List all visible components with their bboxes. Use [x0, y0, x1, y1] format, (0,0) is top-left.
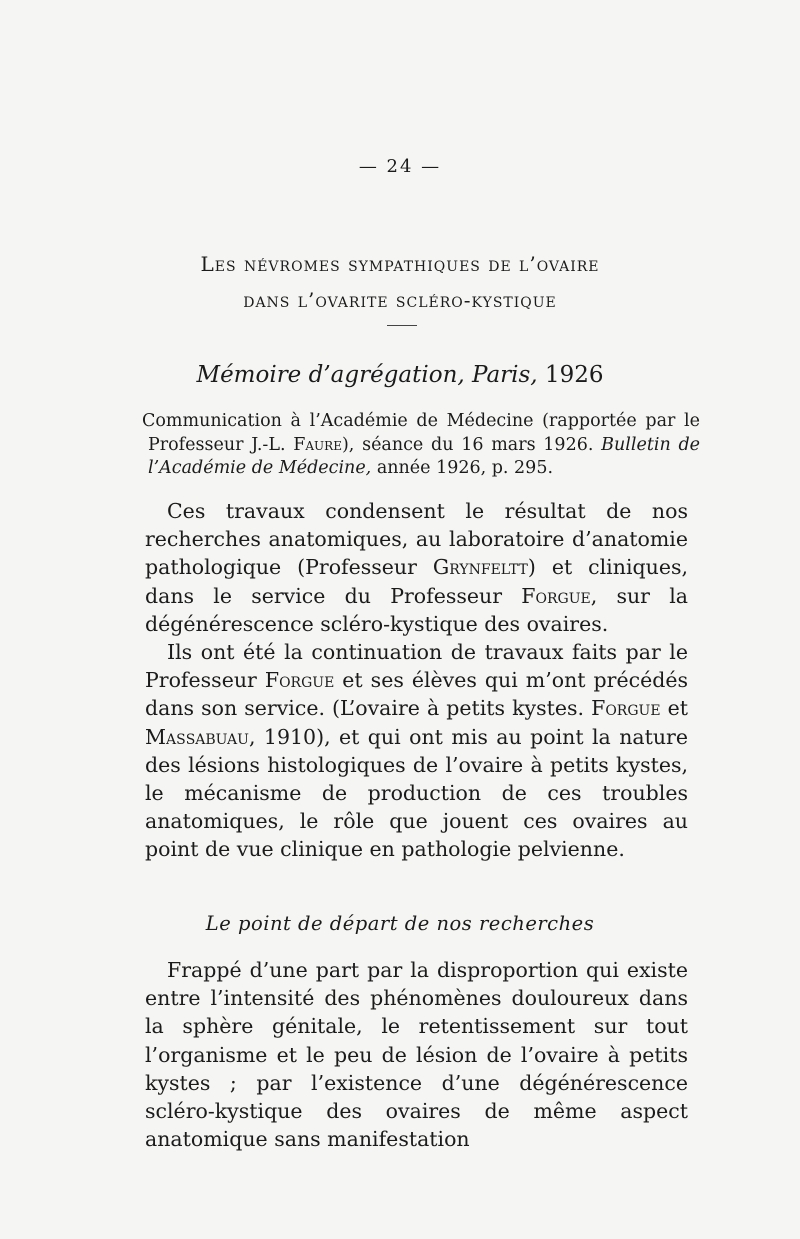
communication-text-1: Communication à l’Académie de Médecine (rapportée par le Professeur — [142, 411, 700, 455]
title-line-2: dans l’ovarite scléro-kystique — [243, 288, 557, 312]
p2-name-massabuau: Massabuau — [145, 724, 249, 749]
communication-note — [142, 410, 701, 481]
body-text-section-2 — [145, 956, 688, 1153]
communication-author: J.-L. Faure — [251, 434, 342, 455]
body-text-section-1 — [145, 497, 688, 864]
p1-name-forgue: Forgue — [521, 583, 591, 608]
memoire-subtitle — [0, 362, 800, 388]
communication-bulletin: Bulletin de l’Académie de Médecine, — [148, 434, 701, 478]
p1-text-2: ) et cliniques, dans le service du Professeur — [145, 555, 688, 608]
paragraph-2 — [145, 638, 688, 864]
section-heading: Le point de départ de nos recherches — [205, 912, 595, 935]
page-number: — 24 — — [358, 156, 442, 177]
p2-text-2: et ses élèves qui m’ont précédés dans son service. (L’ovaire à petits kystes. — [145, 668, 688, 721]
p2-name-forgue-1: Forgue — [264, 668, 335, 693]
p2-text-1: Ils ont été la continuation de travaux faits par le Professeur — [145, 640, 688, 693]
p2-text-3: et — [660, 696, 688, 721]
memoire-text: Mémoire d’agrégation, Paris, — [196, 362, 545, 388]
title-line-1: Les névromes sympathiques de l’ovaire — [200, 252, 600, 276]
p2-name-forgue-2: Forgue — [591, 696, 661, 721]
memoire-year: 1926 — [544, 362, 604, 388]
paragraph-1 — [145, 497, 688, 638]
p1-text-3: , sur la dégénérescence scléro-kystique des ovaires. — [145, 583, 688, 636]
communication-text-3: année 1926, p. 295. — [371, 458, 554, 478]
paragraph-3: Frappé d’une part par la disproportion qui existe entre l’intensité des phénomènes douloureux dans la sphère génitale, le retentissement sur tout l’organisme et le peu de lésion de l’ovaire à petits kystes ; par l’existence d’une dégénérescence scléro-kystique des ovaires de même aspect anatomique sans manifestation — [145, 958, 688, 1152]
p1-text-1: Ces travaux condensent le résultat de nos recherches anatomiques, au laboratoire d’anatomie pathologique (Professeur — [145, 499, 688, 580]
p1-name-grynfeltt: Grynfeltt — [432, 555, 528, 580]
communication-text-2: ), séance du 16 mars 1926. — [341, 434, 602, 455]
title-divider — [387, 325, 417, 326]
p2-text-4: , 1910), et qui ont mis au point la nature des lésions histologiques de l’ovaire à petits kystes, le mécanisme de production de ces troubles anatomiques, le rôle que jouent ces ovaires au point de vue clinique en pathologie pelvienne. — [145, 724, 688, 862]
